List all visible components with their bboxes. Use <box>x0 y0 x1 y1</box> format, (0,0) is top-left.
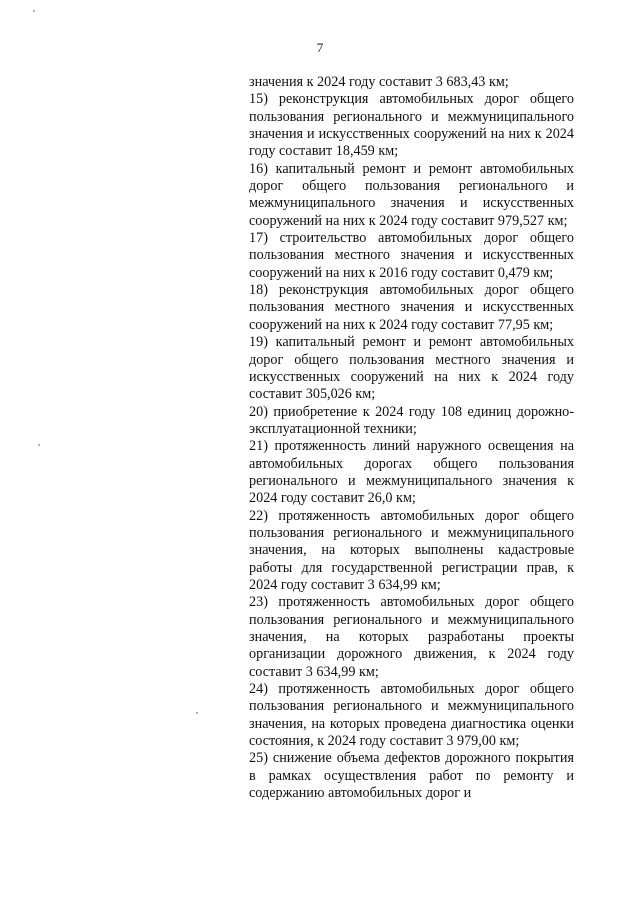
list-item-19: 19) капитальный ремонт и ремонт автомобильных дорог общего пользования местного значения и искусственных сооружений на них к 2024 году составит 305,026 км; <box>249 334 574 403</box>
list-item-15: 15) реконструкция автомобильных дорог общего пользования регионального и межмуниципального значения и искусственных сооружений на них к 2024 году составит 18,459 км; <box>249 91 574 160</box>
list-item-25: 25) снижение объема дефектов дорожного покрытия в рамках осуществления работ по ремонту и содержанию автомобильных дорог и <box>249 750 574 802</box>
scan-speck <box>38 444 40 446</box>
list-item-16: 16) капитальный ремонт и ремонт автомобильных дорог общего пользования регионального и межмуниципального значения и искусственных сооружений на них к 2024 году составит 979,527 км; <box>249 160 574 229</box>
list-item-23: 23) протяженность автомобильных дорог общего пользования регионального и межмуниципального значения, на которых разработаны проекты организации дорожного движения, к 2024 году составит 3 634,99 км; <box>249 594 574 680</box>
page-number: 7 <box>316 40 324 55</box>
paragraph-continuation: значения к 2024 году составит 3 683,43 км; <box>249 74 509 90</box>
document-body <box>249 74 574 802</box>
list-item-20: 20) приобретение к 2024 году 108 единиц дорожно-эксплуатационной техники; <box>249 403 574 437</box>
list-item-22: 22) протяженность автомобильных дорог общего пользования регионального и межмуниципального значения, на которых выполнены кадастровые работы для государственной регистрации прав, к 2024 году составит 3 634,99 км; <box>249 507 574 593</box>
list-item-21: 21) протяженность линий наружного освещения на автомобильных дорогах общего пользования регионального и межмуниципального значения к 2024 году составит 26,0 км; <box>249 438 574 507</box>
list-item-18: 18) реконструкция автомобильных дорог общего пользования местного значения и искусственных сооружений на них к 2024 году составит 77,95 км; <box>249 282 574 333</box>
list-item-17: 17) строительство автомобильных дорог общего пользования местного значения и искусственных сооружений на них к 2016 году составит 0,479 км; <box>249 230 574 281</box>
list-item-24: 24) протяженность автомобильных дорог общего пользования регионального и межмуниципального значения, на которых проведена диагностика оценки состояния, к 2024 году составит 3 979,00 км; <box>249 681 574 750</box>
scan-speck <box>33 10 35 12</box>
scan-speck <box>196 712 198 714</box>
